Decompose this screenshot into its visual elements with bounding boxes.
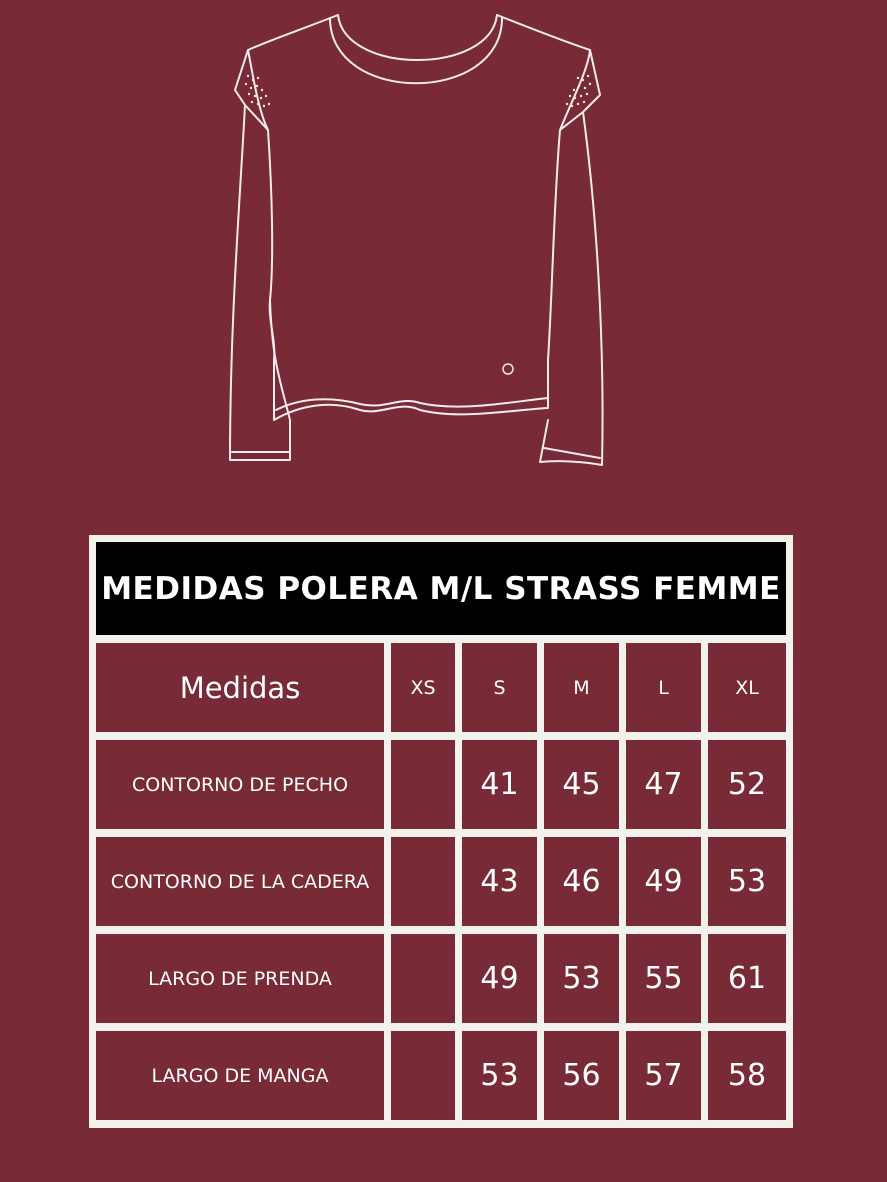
header-size-xl: XL bbox=[708, 643, 786, 732]
size-chart-table bbox=[89, 535, 793, 1128]
strass-left-shoulder bbox=[245, 75, 270, 107]
header-size-m: M bbox=[544, 643, 619, 732]
value-cell: 46 bbox=[544, 837, 619, 926]
value-cell: 49 bbox=[626, 837, 701, 926]
value-cell: 61 bbox=[708, 934, 786, 1023]
value-cell: 53 bbox=[544, 934, 619, 1023]
garment-right-cuff bbox=[544, 448, 600, 458]
value-cell: 53 bbox=[462, 1031, 537, 1120]
header-label-cell: Medidas bbox=[96, 643, 384, 732]
value-cell: 47 bbox=[626, 740, 701, 829]
value-cell bbox=[391, 837, 455, 926]
value-cell: 57 bbox=[626, 1031, 701, 1120]
row-label-largo-prenda: LARGO DE PRENDA bbox=[96, 934, 384, 1023]
header-size-s: S bbox=[462, 643, 537, 732]
value-cell: 58 bbox=[708, 1031, 786, 1120]
garment-neckline-inner bbox=[330, 18, 502, 83]
size-chart-title: MEDIDAS POLERA M/L STRASS FEMME bbox=[101, 570, 781, 607]
long-sleeve-top-illustration bbox=[220, 8, 620, 478]
value-cell bbox=[391, 740, 455, 829]
value-cell bbox=[391, 1031, 455, 1120]
row-label-largo-manga: LARGO DE MANGA bbox=[96, 1031, 384, 1120]
value-cell: 45 bbox=[544, 740, 619, 829]
garment-body-outline bbox=[235, 15, 600, 420]
value-cell: 43 bbox=[462, 837, 537, 926]
value-cell: 49 bbox=[462, 934, 537, 1023]
strass-right-shoulder bbox=[566, 75, 591, 107]
value-cell: 53 bbox=[708, 837, 786, 926]
value-cell: 56 bbox=[544, 1031, 619, 1120]
header-size-xs: XS bbox=[391, 643, 455, 732]
value-cell: 55 bbox=[626, 934, 701, 1023]
garment-right-sleeve bbox=[540, 112, 603, 465]
row-label-contorno-cadera: CONTORNO DE LA CADERA bbox=[96, 837, 384, 926]
garment-neckline-outer bbox=[338, 15, 497, 60]
row-label-contorno-pecho: CONTORNO DE PECHO bbox=[96, 740, 384, 829]
size-chart-title-bar bbox=[96, 542, 786, 635]
garment-logo-dot bbox=[503, 364, 513, 374]
header-size-l: L bbox=[626, 643, 701, 732]
value-cell bbox=[391, 934, 455, 1023]
value-cell: 52 bbox=[708, 740, 786, 829]
value-cell: 41 bbox=[462, 740, 537, 829]
